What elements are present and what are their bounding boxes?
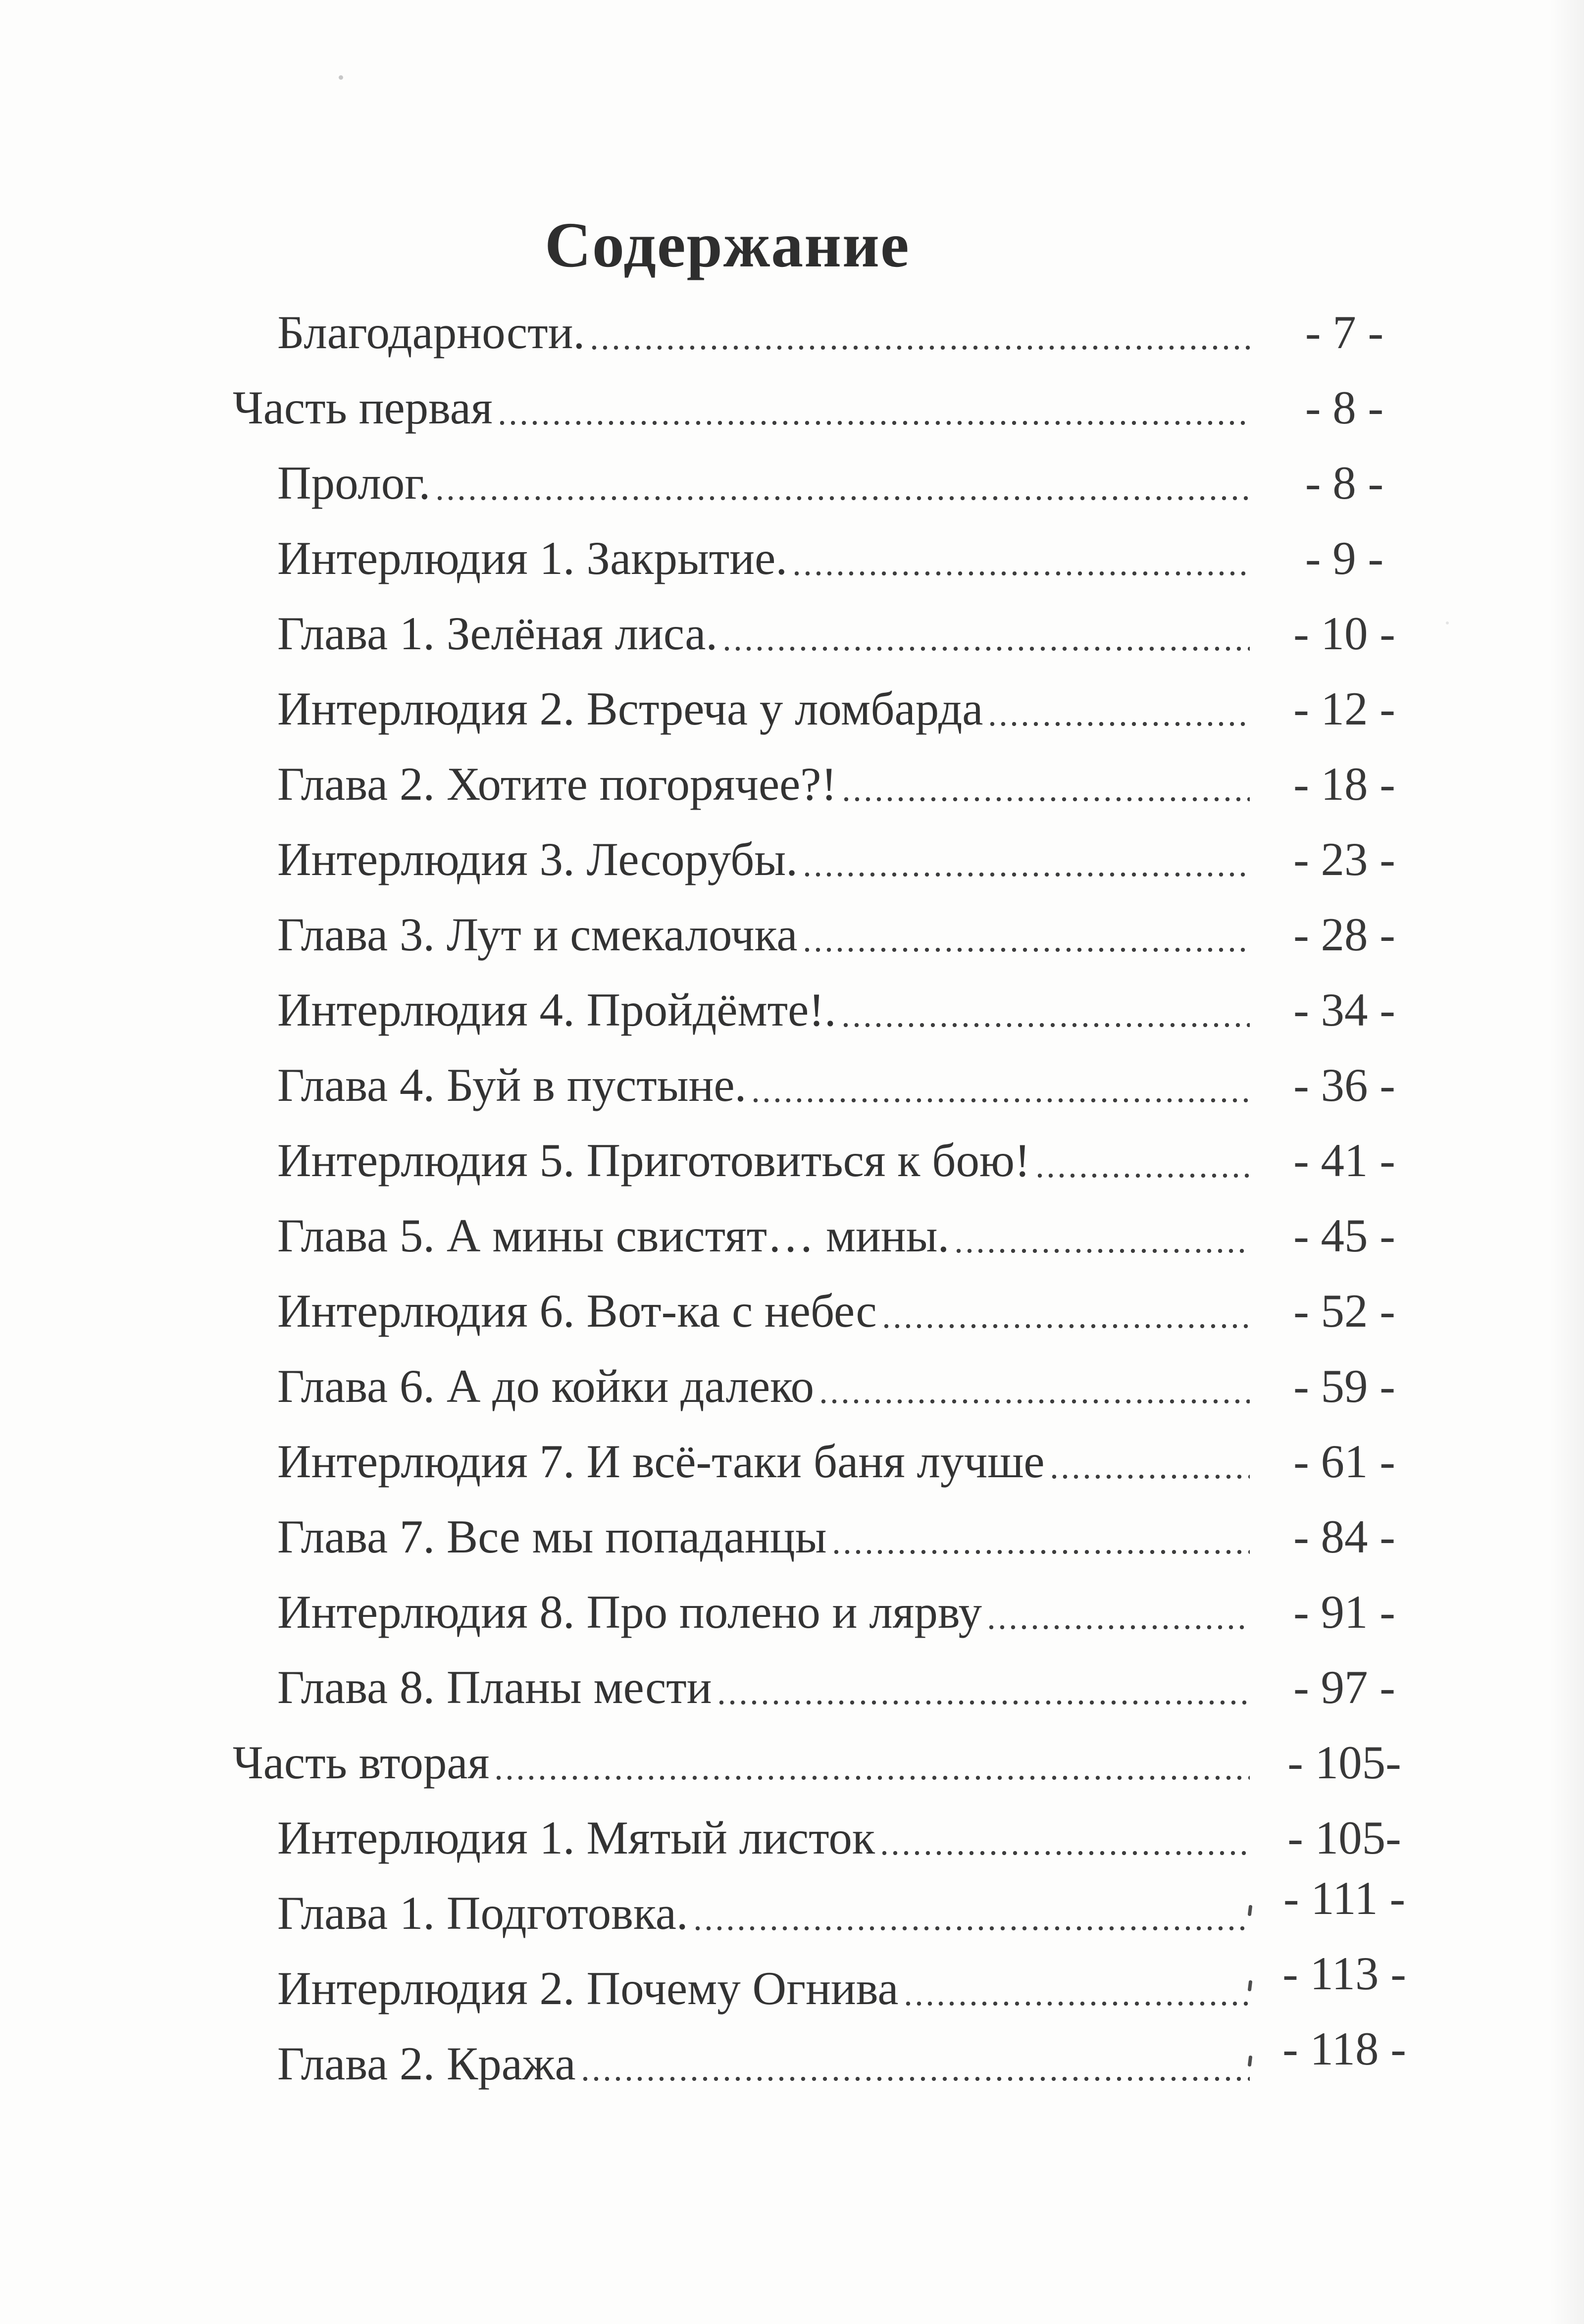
toc-row [233, 1872, 1426, 1951]
toc-row [233, 1947, 1426, 2026]
page-number: - 52 - [1293, 1285, 1395, 1337]
toc-entry-label: Глава 2. Хотите погорячее?! [277, 758, 837, 810]
dotted-leader [882, 1851, 1250, 1856]
toc-row [233, 671, 1426, 746]
toc-entry-label: Глава 8. Планы мести [277, 1661, 712, 1713]
toc-entry-label: Интерлюдия 4. Пройдёмте!. [277, 983, 836, 1036]
toc-entry-label: Часть первая [233, 381, 493, 434]
toc-row [233, 972, 1426, 1047]
dotted-leader [989, 1625, 1250, 1630]
page-number: - 12 - [1293, 682, 1395, 735]
toc-entry-label: Интерлюдия 2. Встреча у ломбарда [277, 682, 983, 735]
dotted-leader [843, 1023, 1250, 1028]
dotted-leader [592, 345, 1250, 350]
toc-row [233, 370, 1426, 445]
page-number: - 41 - [1293, 1134, 1395, 1187]
toc-entry-label: Интерлюдия 8. Про полено и лярву [277, 1586, 982, 1638]
toc-entry-label: Глава 3. Лут и смекалочка [277, 908, 798, 961]
toc-row [233, 1574, 1426, 1650]
dotted-leader [724, 646, 1250, 651]
dotted-leader [956, 1248, 1250, 1253]
toc-row [233, 1424, 1426, 1499]
toc-row [233, 1198, 1426, 1273]
toc-entry-label: Глава 5. А мины свистят… мины. [277, 1209, 950, 1262]
toc-entry-label: Интерлюдия 5. Приготовиться к бою! [277, 1134, 1030, 1187]
dotted-leader [1052, 1474, 1250, 1479]
toc-row [233, 596, 1426, 671]
toc-entry-label: Интерлюдия 1. Мятый листок [277, 1811, 875, 1864]
dotted-leader [695, 1926, 1250, 1931]
page-number: - 7 - [1305, 306, 1384, 359]
page-number: - 28 - [1293, 908, 1395, 961]
toc-row [233, 295, 1426, 370]
dotted-leader [805, 872, 1250, 877]
toc-entry-label: Интерлюдия 3. Лесорубы. [277, 833, 798, 885]
page-number: - 9 - [1305, 532, 1384, 584]
toc-entry-label: Глава 7. Все мы попаданцы [277, 1510, 827, 1563]
toc-row [233, 746, 1426, 822]
toc-entry-label: Интерлюдия 1. Закрытие. [277, 532, 788, 584]
toc-row [233, 520, 1426, 596]
page-number: - 118 - [1282, 2022, 1406, 2075]
page-title: Содержание [545, 209, 910, 281]
dotted-leader [496, 1775, 1250, 1780]
toc-entry-label: Пролог. [277, 457, 431, 509]
dotted-leader [794, 571, 1250, 576]
dotted-leader [884, 1324, 1250, 1329]
page-number: - 61 - [1293, 1435, 1395, 1488]
toc [233, 295, 1426, 2101]
toc-entry-label: Благодарности. [277, 306, 585, 359]
dotted-leader [821, 1399, 1250, 1404]
dotted-leader [834, 1549, 1250, 1554]
toc-row [233, 897, 1426, 972]
toc-row [233, 822, 1426, 897]
page-number: - 84 - [1293, 1510, 1395, 1563]
toc-entry-label: Глава 2. Кража [277, 2037, 576, 2090]
page-number: - 45 - [1293, 1209, 1395, 1262]
dotted-leader [500, 420, 1250, 425]
page-number: - 8 - [1305, 457, 1384, 509]
toc-entry-label: Интерлюдия 7. И всё-таки баня лучше [277, 1435, 1045, 1488]
page-number: - 105- [1287, 1736, 1401, 1789]
scan-speck [1446, 621, 1449, 624]
page-number: - 34 - [1293, 983, 1395, 1036]
page-number: - 8 - [1305, 381, 1384, 434]
page-number: - 59 - [1293, 1360, 1395, 1412]
dotted-leader [437, 496, 1250, 501]
page-number: - 23 - [1293, 833, 1395, 885]
page-number: - 97 - [1293, 1661, 1395, 1713]
dotted-leader [753, 1098, 1250, 1103]
toc-row [233, 1348, 1426, 1424]
dotted-leader [1037, 1173, 1250, 1178]
page-number: - 10 - [1293, 607, 1395, 660]
toc-row [233, 1047, 1426, 1123]
dotted-leader [844, 797, 1250, 802]
toc-row [233, 1800, 1426, 1875]
page-number: - 36 - [1293, 1059, 1395, 1111]
dotted-leader [805, 947, 1250, 952]
toc-row [233, 1725, 1426, 1800]
dotted-leader [906, 2001, 1250, 2006]
page-number: - 111 - [1283, 1872, 1406, 1924]
page-number: - 105- [1287, 1811, 1401, 1864]
dotted-leader [583, 2076, 1250, 2081]
toc-row [233, 445, 1426, 520]
toc-entry-label: Глава 6. А до койки далеко [277, 1360, 814, 1412]
page-number: - 91 - [1293, 1586, 1395, 1638]
toc-row [233, 1650, 1426, 1725]
toc-entry-label: Интерлюдия 2. Почему Огнива [277, 1962, 899, 2014]
toc-row [233, 2022, 1426, 2101]
toc-row [233, 1123, 1426, 1198]
toc-entry-label: Часть вторая [233, 1736, 490, 1789]
toc-entry-label: Глава 4. Буй в пустыне. [277, 1059, 747, 1111]
toc-entry-label: Интерлюдия 6. Вот-ка с небес [277, 1285, 877, 1337]
dotted-leader [990, 722, 1250, 726]
toc-row [233, 1273, 1426, 1348]
toc-row [233, 1499, 1426, 1574]
toc-entry-label: Глава 1. Подготовка. [277, 1887, 688, 1939]
page-number: - 113 - [1282, 1947, 1406, 2000]
toc-entry-label: Глава 1. Зелёная лиса. [277, 607, 718, 660]
scan-speck [339, 75, 343, 80]
dotted-leader [719, 1700, 1250, 1705]
page-number: - 18 - [1293, 758, 1395, 810]
